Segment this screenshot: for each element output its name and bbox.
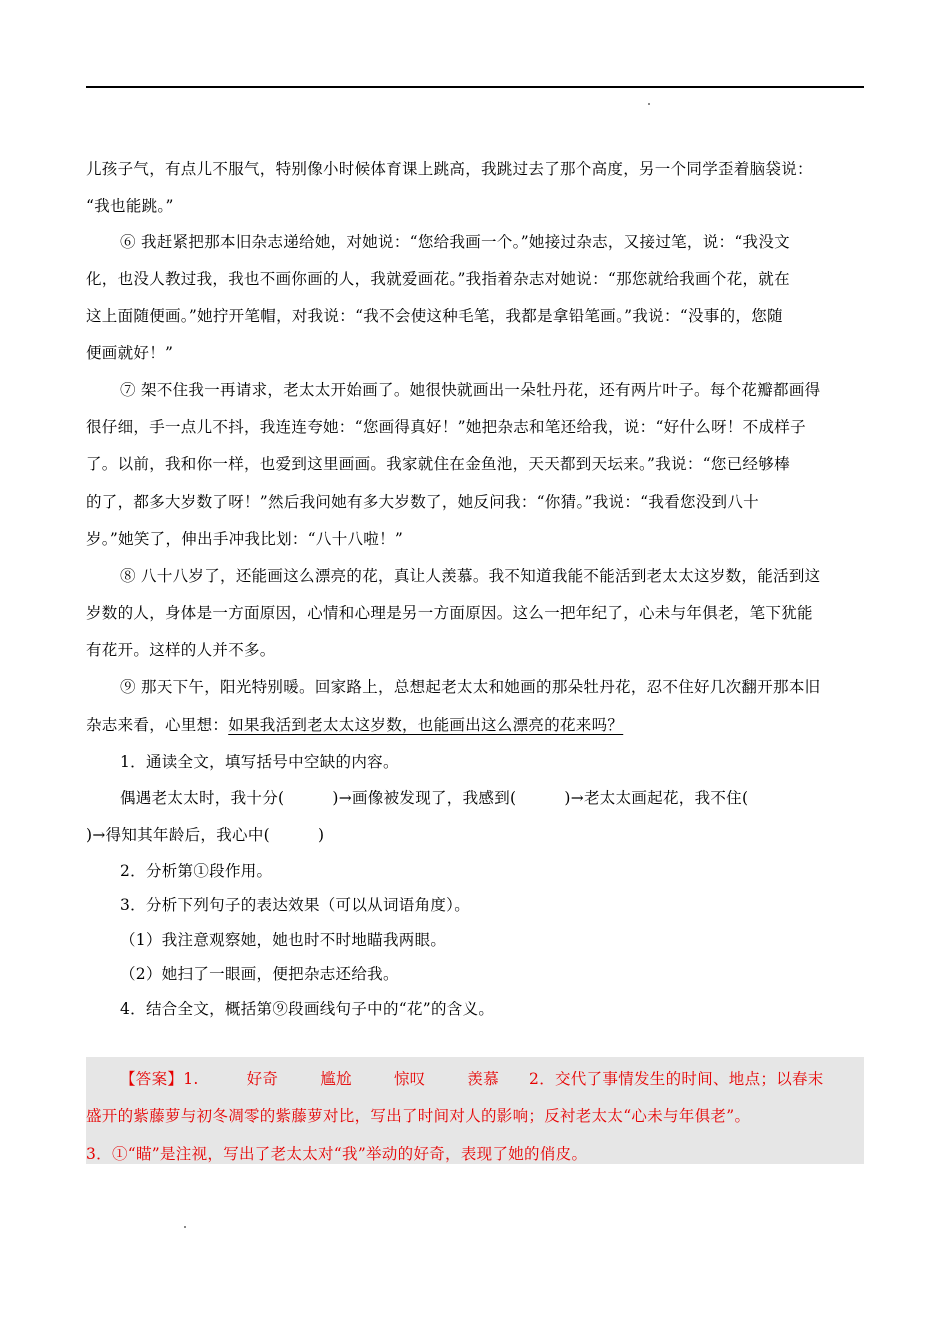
answer-line-2: 盛开的紫藤萝与初冬凋零的紫藤萝对比，写出了时间对人的影响；反衬老太太“心未与年俱老”。 <box>86 1107 751 1125</box>
question-2: 2．分析第①段作用。 <box>120 862 273 880</box>
paragraph-6-line: 化，也没人教过我，我也不画你画的人，我就爱画花。”我指着杂志对她说：“那您就给我画个花，就在 <box>86 270 790 288</box>
fill-blank-e: ) <box>317 826 325 844</box>
header-rule <box>86 86 864 88</box>
paragraph-9-line: ⑨ 那天下午，阳光特别暖。回家路上，总想起老太太和她画的那朵牡丹花，忍不住好几次翻开那本旧 <box>120 678 821 696</box>
paragraph-7-line: ⑦ 架不住我一再请求，老太太开始画了。她很快就画出一朵牡丹花，还有两片叶子。每个花瓣都画得 <box>120 381 821 399</box>
paragraph-7-line: 很仔细，手一点儿不抖，我连连夸她：“您画得真好！”她把杂志和笔还给我，说：“好什么呀！不成样子 <box>86 418 806 436</box>
question-1-fill-line-2 <box>86 823 324 845</box>
paragraph-8-line: 岁数的人，身体是一方面原因，心情和心理是另一方面原因。这么一把年纪了，心未与年俱老，笔下犹能 <box>86 604 813 622</box>
paragraph-7-line: 的了，都多大岁数了呀！”然后我问她有多大岁数了，她反问我：“你猜。”我说：“我看您没到八十 <box>86 493 759 511</box>
paragraph-7-line: 了。以前，我和你一样，也爱到这里画画。我家就住在金鱼池，天天都到天坛来。”我说：“您已经够棒 <box>86 455 790 473</box>
paragraph-8-line: 有花开。这样的人并不多。 <box>86 641 276 659</box>
paragraph-6-line: 这上面随便画。”她拧开笔帽，对我说：“我不会使这种毛笔，我都是拿铅笔画。”我说：“没事的，您随 <box>86 307 783 325</box>
answer-2-start: 2．交代了事情发生的时间、地点；以春末 <box>529 1070 824 1088</box>
fill-blank-a: 偶遇老太太时，我十分( <box>120 789 285 807</box>
header-dot <box>648 103 650 105</box>
question-3: 3．分析下列句子的表达效果（可以从词语角度）。 <box>120 896 471 914</box>
fill-blank-d: )→得知其年龄后，我心中( <box>86 826 270 844</box>
underlined-sentence: 如果我活到老太太这岁数，也能画出这么漂亮的花来吗？ <box>228 716 624 734</box>
question-1: 1．通读全文，填写括号中空缺的内容。 <box>120 753 399 771</box>
paragraph-6-line: 便画就好！” <box>86 344 174 362</box>
fill-blank-c: )→老太太画起花，我不住( <box>564 789 749 807</box>
fill-blank-b: )→画像被发现了，我感到( <box>332 789 517 807</box>
paragraph-8-line: ⑧ 八十八岁了，还能画这么漂亮的花，真让人羡慕。我不知道我能不能活到老太太这岁数，能活到这 <box>120 567 821 585</box>
passage-line: “我也能跳。” <box>86 197 174 215</box>
question-3-2: （2）她扫了一眼画，便把杂志还给我。 <box>120 965 399 983</box>
answer-1: 好奇 <box>246 1070 279 1088</box>
answer-label: 【答案】1. <box>120 1070 199 1088</box>
question-3-1: （1）我注意观察她，她也时不时地瞄我两眼。 <box>120 931 447 949</box>
passage-line: 儿孩子气，有点儿不服气，特别像小时候体育课上跳高，我跳过去了那个高度，另一个同学歪着脑袋说： <box>86 160 813 178</box>
answer-line-1 <box>120 1067 824 1089</box>
paragraph-6-line: ⑥ 我赶紧把那本旧杂志递给她，对她说：“您给我画一个。”她接过杂志，又接过笔，说：“我没文 <box>120 233 790 251</box>
footer-dot <box>184 1226 186 1228</box>
question-4: 4．结合全文，概括第⑨段画线句子中的“花”的含义。 <box>120 1000 495 1018</box>
paragraph-7-line: 岁。”她笑了，伸出手冲我比划：“八十八啦！” <box>86 530 404 548</box>
answer-3: 惊叹 <box>393 1070 426 1088</box>
paragraph-9-plain: 杂志来看，心里想： <box>86 716 229 734</box>
answer-4: 羡慕 <box>467 1070 500 1088</box>
answer-line-3: 3．①“瞄”是注视，写出了老太太对“我”举动的好奇，表现了她的俏皮。 <box>86 1145 588 1163</box>
paragraph-9-line <box>86 713 623 735</box>
answer-2: 尴尬 <box>320 1070 352 1088</box>
question-1-fill-line <box>120 786 748 808</box>
